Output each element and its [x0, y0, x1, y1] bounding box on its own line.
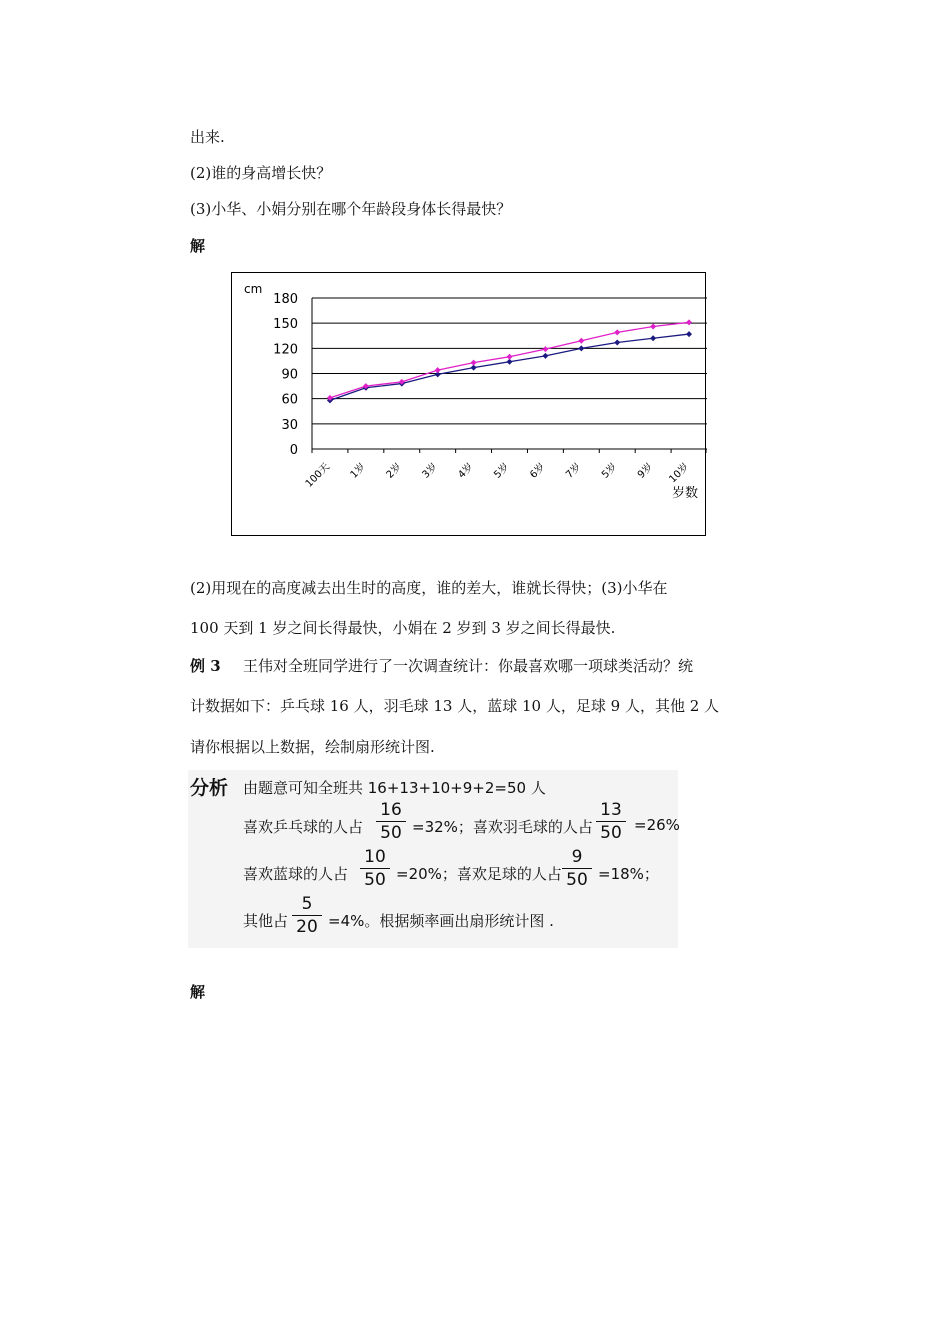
fraction-denominator: 50 [364, 870, 386, 890]
y-axis-label: cm [244, 282, 263, 296]
x-tick-label: 5岁 [599, 461, 620, 481]
y-tick-label: 120 [273, 342, 298, 358]
data-point [614, 329, 620, 335]
text-line: 出来. [190, 128, 225, 146]
x-tick-label: 3岁 [420, 461, 440, 481]
data-point [614, 339, 620, 345]
fraction-10-50 [360, 847, 390, 890]
fraction-numerator: 9 [571, 847, 583, 867]
analysis-row-2c: =26% [634, 816, 680, 834]
fraction-denominator: 50 [600, 823, 622, 843]
question-3: (3)小华、小娟分别在哪个年龄段身体长得最快？ [190, 200, 512, 218]
answer-line-2: 100 天到 1 岁之间长得最快，小娟在 2 岁到 3 岁之间长得最快. [190, 619, 616, 637]
data-point [471, 360, 477, 366]
x-tick-label: 1岁 [348, 461, 368, 481]
example-text-2: 计数据如下：乒乓球 16 人，羽毛球 13 人，蓝球 10 人，足球 9 人，其他 2 人 [190, 697, 720, 715]
fraction-numerator: 5 [301, 894, 313, 914]
x-tick-label: 100天 [303, 461, 333, 490]
fraction-denominator: 20 [296, 917, 318, 937]
solution-label-2: 解 [190, 983, 206, 1001]
x-tick-label: 9岁 [635, 461, 656, 481]
example-text-1: 王伟对全班同学进行了一次调查统计：你最喜欢哪一项球类活动？统 [243, 657, 694, 675]
y-tick-label: 0 [289, 443, 298, 458]
data-point [542, 353, 548, 359]
analysis-row-1: 由题意可知全班共 16+13+10+9+2=50 人 [243, 779, 546, 797]
y-tick-label: 30 [281, 417, 298, 433]
x-axis-label: 岁数 [672, 486, 699, 501]
fraction-numerator: 10 [364, 847, 386, 867]
fraction-5-20 [292, 894, 322, 937]
example-text-3: 请你根据以上数据，绘制扇形统计图. [190, 738, 435, 756]
analysis-row-2a: 喜欢乒乓球的人占 [243, 818, 364, 836]
data-point [507, 354, 513, 360]
x-tick-label: 5岁 [492, 461, 512, 481]
example-label: 例 3 [190, 657, 221, 675]
data-point [686, 319, 692, 325]
analysis-row-4b: =4%。根据频率画出扇形统计图 . [328, 912, 554, 930]
analysis-row-4a: 其他占 [243, 912, 289, 930]
x-tick-label: 2岁 [384, 461, 404, 481]
fraction-numerator: 16 [380, 800, 402, 820]
data-point [578, 338, 584, 344]
chart-svg [232, 273, 707, 537]
y-tick-label: 180 [273, 292, 298, 307]
x-tick-label: 10岁 [667, 461, 692, 486]
analysis-row-3b: =20%；喜欢足球的人占 [396, 865, 562, 883]
fraction-numerator: 13 [600, 800, 622, 820]
analysis-row-3c: =18%； [598, 865, 659, 883]
data-point [650, 324, 656, 330]
fraction-9-50 [562, 847, 592, 890]
analysis-row-2b: =32%；喜欢羽毛球的人占 [412, 818, 593, 836]
x-tick-label: 4岁 [456, 461, 476, 481]
data-point [686, 331, 692, 337]
y-tick-label: 60 [281, 392, 298, 408]
analysis-title: 分析 [190, 777, 229, 799]
fraction-denominator: 50 [380, 823, 402, 843]
x-tick-label: 7岁 [564, 461, 584, 481]
height-line-chart [231, 272, 706, 536]
fraction-denominator: 50 [566, 870, 588, 890]
question-2: (2)谁的身高增长快？ [190, 164, 332, 182]
fraction-16-50 [376, 800, 406, 843]
y-tick-label: 90 [281, 367, 298, 383]
data-point [650, 335, 656, 341]
data-point [542, 346, 548, 352]
series-line [330, 334, 689, 400]
data-point [435, 367, 441, 373]
y-tick-label: 150 [273, 317, 298, 333]
answer-line-1: (2)用现在的高度减去出生时的高度，谁的差大，谁就长得快；(3)小华在 [190, 579, 668, 597]
x-tick-label: 6岁 [528, 461, 548, 481]
analysis-box [188, 770, 678, 948]
data-point [578, 345, 584, 351]
fraction-13-50 [596, 800, 626, 843]
analysis-row-3a: 喜欢蓝球的人占 [243, 865, 349, 883]
solution-label: 解 [190, 237, 206, 255]
